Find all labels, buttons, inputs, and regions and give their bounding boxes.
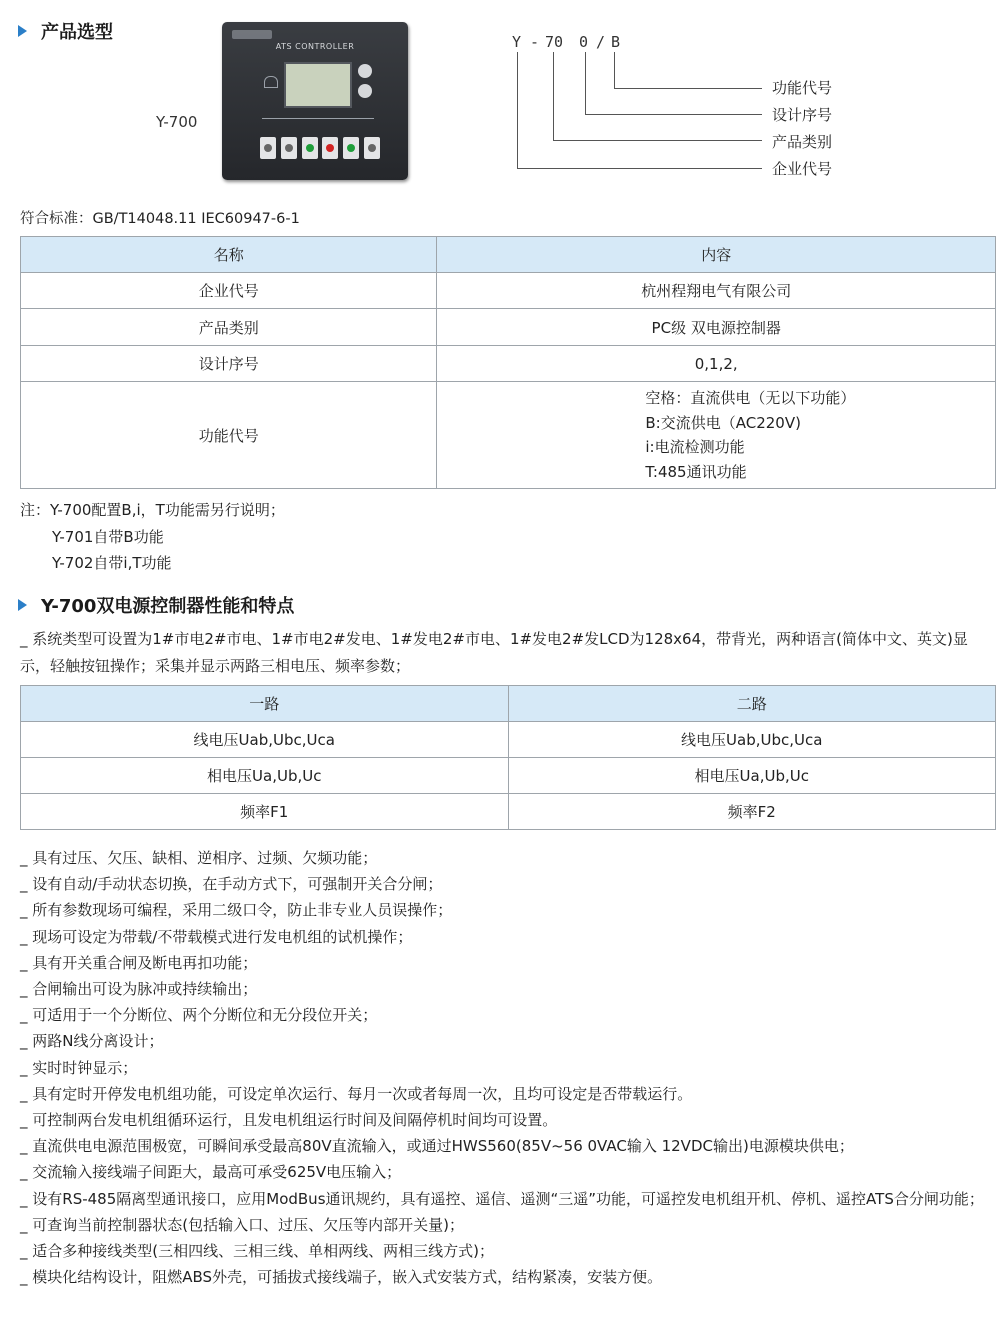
column-header: 名称 (21, 237, 437, 273)
ats-controller-image (222, 22, 408, 180)
feature-item: _ 所有参数现场可编程，采用二级口令，防止非专业人员误操作； (20, 901, 453, 920)
table-row (21, 273, 996, 309)
down-arrow-icon (358, 64, 372, 78)
triangle-bullet-icon (18, 599, 27, 611)
table-header-row (21, 237, 996, 273)
leader-line (614, 88, 762, 89)
note-line: Y-702自带i,T功能 (52, 554, 172, 572)
code-char-slash: / (596, 33, 606, 51)
feature-item: _ 具有定时开停发电机组功能，可设定单次运行、每月一次或者每周一次，且均可设定是否带载运行。 (20, 1084, 693, 1103)
compliance-standard: 符合标准：GB/T14048.11 IEC60947-6-1 (20, 211, 300, 227)
code-char-b: B (611, 33, 621, 51)
device-button (260, 137, 276, 159)
device-button (322, 137, 338, 159)
feature-item: _ 可控制两台发电机组循环运行，且发电机组运行时间及间隔停机时间均可设置。 (20, 1111, 558, 1130)
feature-item: _ 适合多种接线类型(三相四线、三相三线、单相两线、两相三线方式)； (20, 1242, 494, 1261)
leader-line (553, 140, 762, 141)
table-cell: PC级 双电源控制器 (437, 309, 996, 346)
table-cell: 频率F1 (21, 794, 509, 830)
feature-list (20, 845, 995, 1290)
wrench-icon (358, 84, 372, 98)
section-title-product-selection: 产品选型 (18, 18, 113, 44)
table-cell: 频率F2 (508, 794, 996, 830)
leader-line (614, 52, 615, 88)
code-label-design: 设计序号 (772, 106, 833, 124)
code-char-dash: - (530, 33, 540, 51)
code-label-category: 产品类别 (772, 133, 833, 151)
spec-table (20, 236, 996, 489)
feature-item: _ 合闸输出可设为脉冲或持续输出； (20, 980, 258, 999)
device-button-row (260, 137, 380, 159)
code-label-function: 功能代号 (772, 79, 833, 97)
device-button (302, 137, 318, 159)
table-cell: 线电压Uab,Ubc,Uca (508, 722, 996, 758)
leader-line (585, 114, 762, 115)
feature-item: _ 可查询当前控制器状态(包括输入口、过压、欠压等内部开关量)； (20, 1215, 464, 1234)
feature-item: _ 设有自动/手动状态切换，在手动方式下，可强制开关合分闸； (20, 875, 443, 894)
table-row (21, 346, 996, 382)
feature-item: _ 交流输入接线端子间距大，最高可承受625V电压输入； (20, 1163, 402, 1182)
function-line: B:交流供电（AC220V) (645, 413, 801, 432)
device-panel-title: ATS CONTROLLER (275, 42, 355, 51)
lcd-screen (284, 62, 352, 108)
table-row (21, 382, 996, 489)
table-row (21, 722, 996, 758)
leader-line (585, 52, 586, 114)
table-cell: 相电压Ua,Ub,Uc (21, 758, 509, 794)
device-button (364, 137, 380, 159)
table-row (21, 309, 996, 346)
feature-item: _ 直流供电电源范围极宽，可瞬间承受最高80V直流输入，或通过HWS560(85V~56 0VAC输入 12VDC输出)电源模块供电； (20, 1137, 854, 1156)
note-line: 注：Y-700配置B,i，T功能需另行说明； (20, 501, 285, 519)
note-line: Y-701自带B功能 (52, 527, 164, 546)
column-header: 内容 (437, 237, 996, 273)
leader-line (553, 52, 554, 140)
feature-item: _ 设有RS-485隔离型通讯接口，应用ModBus通讯规约，具有遥控、遥信、遥测“三遥”功能，可遥控发电机组开机、停机、遥控ATS合分闸功能； (20, 1189, 984, 1208)
table-row (21, 794, 996, 830)
code-char-0: 0 (579, 33, 589, 51)
table-cell-function-codes (437, 382, 996, 489)
device-button (281, 137, 297, 159)
device-button (343, 137, 359, 159)
intro-paragraph: _ 系统类型可设置为1#市电2#市电、1#市电2#发电、1#发电2#市电、1#发电2#发LCD为128x64，带背光，两种语言(简体中文、英文)显示，轻触按钮操作；采集并显示两路三相电压、频率参数； (20, 630, 968, 675)
alarm-icon (264, 76, 278, 88)
feature-item: _ 现场可设定为带载/不带载模式进行发电机组的试机操作； (20, 927, 413, 946)
feature-item: _ 可适用于一个分断位、两个分断位和无分段位开关； (20, 1006, 378, 1025)
circuit-line-icon (262, 118, 374, 119)
leader-line (517, 52, 518, 168)
function-line: T:485通讯功能 (645, 462, 747, 481)
model-label: Y-700 (156, 113, 198, 131)
column-header: 二路 (508, 686, 996, 722)
table-cell: 功能代号 (21, 382, 437, 489)
feature-item: _ 具有开关重合闸及断电再扣功能； (20, 953, 258, 972)
table-cell: 0,1,2, (437, 346, 996, 382)
function-line: i:电流检测功能 (645, 438, 745, 456)
code-char-70: 70 (545, 33, 564, 51)
code-char-y: Y (512, 33, 522, 51)
leader-line (517, 168, 762, 169)
table-row (21, 758, 996, 794)
table-cell: 线电压Uab,Ubc,Uca (21, 722, 509, 758)
feature-item: _ 具有过压、欠压、缺相、逆相序、过频、欠频功能； (20, 849, 378, 867)
triangle-bullet-icon (18, 25, 27, 37)
table-header-row (21, 686, 996, 722)
feature-item: _ 实时时钟显示； (20, 1058, 138, 1077)
brand-logo (232, 30, 272, 39)
code-label-company: 企业代号 (772, 160, 833, 178)
column-header: 一路 (21, 686, 509, 722)
measurement-table (20, 685, 996, 830)
section-title-features: Y-700双电源控制器性能和特点 (18, 592, 294, 618)
feature-item: _ 两路N线分离设计； (20, 1032, 164, 1051)
table-cell: 企业代号 (21, 273, 437, 309)
table-cell: 杭州程翔电气有限公司 (437, 273, 996, 309)
table-cell: 相电压Ua,Ub,Uc (508, 758, 996, 794)
notes (20, 497, 285, 577)
table-cell: 产品类别 (21, 309, 437, 346)
function-line: 空格：直流供电（无以下功能） (645, 389, 856, 407)
table-cell: 设计序号 (21, 346, 437, 382)
feature-item: _ 模块化结构设计，阻燃ABS外壳，可插拔式接线端子，嵌入式安装方式，结构紧凑，安装方便。 (20, 1268, 663, 1287)
